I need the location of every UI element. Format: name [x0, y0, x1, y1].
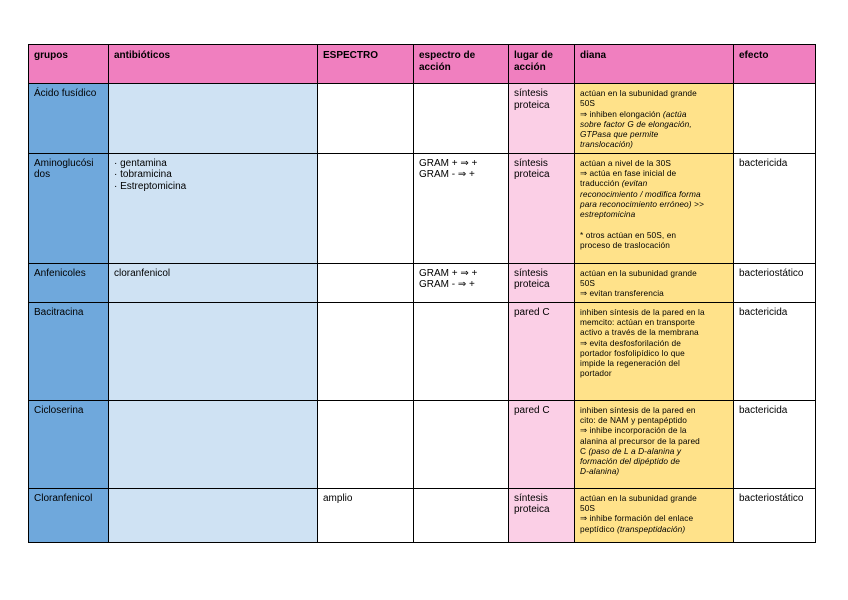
espectro-value: amplio — [323, 492, 353, 504]
espectro-accion-cell — [414, 302, 509, 400]
diana-line — [580, 240, 728, 250]
diana-text: 50S — [580, 98, 596, 109]
grupo-line: Aminoglucósi — [34, 157, 94, 169]
grupo-cell — [29, 84, 109, 154]
table-row — [29, 153, 816, 263]
efecto-value: bactericida — [739, 404, 788, 416]
espectro-cell — [318, 400, 414, 488]
efecto-value: bacteriostático — [739, 267, 804, 279]
header-espectro-accion-line-2: acción — [419, 61, 451, 73]
diana-text: inhiben síntesis de la pared en la — [580, 306, 705, 317]
diana-italic-text: GTPasa que permite — [580, 129, 659, 140]
diana-text: traducción — [580, 178, 622, 189]
diana-text: actúan en la subunidad grande — [580, 492, 697, 503]
espectro-accion-cell — [414, 488, 509, 542]
diana-line — [580, 230, 728, 240]
diana-line — [580, 139, 728, 149]
table-row — [29, 263, 816, 302]
lugar-accion-cell — [509, 84, 575, 154]
diana-cell — [575, 153, 734, 263]
diana-cell — [575, 302, 734, 400]
antibiotico-item: cloranfenicol — [114, 267, 171, 279]
diana-line — [580, 513, 728, 523]
diana-line — [580, 348, 728, 358]
efecto-value: bacteriostático — [739, 492, 804, 504]
diana-line — [580, 268, 728, 278]
diana-text: alanina al precursor de la pared — [580, 435, 700, 446]
antibiotico-item: · Estreptomicina — [114, 180, 187, 192]
header-lugar-accion-line-1: lugar de — [514, 50, 553, 61]
diana-text: proceso de traslocación — [580, 239, 670, 250]
diana-text: inhiben síntesis de la pared en — [580, 404, 696, 415]
header-espectro: ESPECTRO — [318, 45, 414, 84]
diana-line — [580, 436, 728, 446]
diana-line — [580, 109, 728, 119]
efecto-cell — [734, 302, 816, 400]
table-body — [29, 84, 816, 543]
diana-text: activo a través de la membrana — [580, 327, 699, 338]
diana-italic-text: estreptomicina — [580, 209, 636, 220]
diana-italic-text: reconocimiento / modifica forma — [580, 188, 701, 199]
espectro-cell — [318, 153, 414, 263]
efecto-cell — [734, 263, 816, 302]
lugar-accion-line: proteica — [514, 279, 550, 291]
espectro-cell — [318, 84, 414, 154]
efecto-value: bactericida — [739, 306, 788, 318]
header-grupos: grupos — [29, 45, 109, 84]
antibioticos-cell — [109, 263, 318, 302]
diana-text: 50S — [580, 502, 596, 513]
lugar-accion-cell — [509, 488, 575, 542]
lugar-accion-cell — [509, 153, 575, 263]
diana-line — [580, 209, 728, 219]
efecto-cell — [734, 84, 816, 154]
diana-text: actúan en la subunidad grande — [580, 267, 697, 278]
diana-italic-text: (actúa — [662, 108, 687, 119]
espectro-cell — [318, 302, 414, 400]
espectro-cell — [318, 488, 414, 542]
header-lugar-accion — [509, 45, 575, 84]
header-diana: diana — [575, 45, 734, 84]
diana-line — [580, 129, 728, 139]
grupo-name: Cicloserina — [34, 404, 84, 416]
lugar-accion-line: proteica — [514, 99, 550, 111]
diana-line — [580, 456, 728, 466]
lugar-accion-line: proteica — [514, 169, 550, 181]
diana-line — [580, 158, 728, 168]
diana-text: ⇒ inhiben elongación — [580, 108, 663, 119]
header-row — [29, 45, 816, 84]
table-row — [29, 302, 816, 400]
header-espectro-accion — [414, 45, 509, 84]
diana-line — [580, 425, 728, 435]
diana-line — [580, 327, 728, 337]
lugar-accion-line: proteica — [514, 504, 550, 516]
espectro-accion-line: GRAM - ⇒ + — [419, 169, 475, 181]
grupo-cell — [29, 488, 109, 542]
diana-line — [580, 189, 728, 199]
diana-line — [580, 98, 728, 108]
diana-text: actúan en la subunidad grande — [580, 88, 697, 98]
diana-text: ⇒ inhibe formación del enlace — [580, 513, 694, 524]
grupo-name: Ácido fusídico — [34, 88, 97, 99]
lugar-accion-line: pared C — [514, 404, 550, 416]
diana-line — [580, 220, 728, 230]
diana-italic-text: translocación) — [580, 139, 634, 150]
diana-cell — [575, 84, 734, 154]
antibioticos-cell — [109, 84, 318, 154]
grupo-cell — [29, 302, 109, 400]
diana-text: C — [580, 445, 589, 456]
header-lugar-accion-line-2: acción — [514, 61, 546, 73]
diana-text: * otros actúan en 50S, en — [580, 229, 677, 240]
diana-line — [580, 119, 728, 129]
diana-line — [580, 446, 728, 456]
diana-line — [580, 278, 728, 288]
diana-line — [580, 168, 728, 178]
diana-text: peptídico — [580, 523, 617, 534]
lugar-accion-line: síntesis — [514, 157, 548, 169]
lugar-accion-cell — [509, 400, 575, 488]
espectro-cell — [318, 263, 414, 302]
antibiotico-item: · tobramicina — [114, 169, 172, 181]
diana-cell — [575, 263, 734, 302]
grupo-name: Cloranfenicol — [34, 492, 93, 504]
espectro-accion-line: GRAM - ⇒ + — [419, 279, 475, 291]
diana-italic-text: formación del dipéptido de — [580, 456, 680, 467]
diana-line — [580, 493, 728, 503]
efecto-value: bactericida — [739, 157, 788, 169]
diana-line — [580, 178, 728, 188]
efecto-cell — [734, 488, 816, 542]
diana-cell — [575, 488, 734, 542]
grupo-cell — [29, 153, 109, 263]
diana-text: 50S — [580, 278, 596, 289]
diana-italic-text: D-alanina) — [580, 466, 620, 477]
diana-text: ⇒ inhibe incorporación de la — [580, 425, 687, 436]
efecto-cell — [734, 400, 816, 488]
grupo-cell — [29, 263, 109, 302]
diana-text: ⇒ evita desfosforilación de — [580, 337, 681, 348]
espectro-accion-cell — [414, 263, 509, 302]
diana-italic-text: (transpeptidación) — [616, 523, 686, 534]
antibiotics-table — [28, 44, 816, 543]
diana-italic-text: para reconocimiento erróneo) >> — [580, 198, 704, 209]
grupo-name: Bacitracina — [34, 306, 84, 318]
espectro-accion-cell — [414, 153, 509, 263]
grupo-cell — [29, 400, 109, 488]
diana-text: ⇒ evitan transferencia — [580, 288, 664, 299]
lugar-accion-line: síntesis — [514, 88, 548, 99]
table-row — [29, 400, 816, 488]
lugar-accion-cell — [509, 302, 575, 400]
lugar-accion-line: pared C — [514, 306, 550, 318]
lugar-accion-cell — [509, 263, 575, 302]
diana-italic-text: (paso de L a D-alanina y — [588, 445, 682, 456]
antibiotico-item: · gentamina — [114, 157, 167, 169]
espectro-accion-line: GRAM + ⇒ + — [419, 267, 478, 279]
antibioticos-cell — [109, 488, 318, 542]
diana-line — [580, 368, 728, 378]
grupo-name: Anfenicoles — [34, 267, 86, 279]
diana-line — [580, 338, 728, 348]
diana-text: actúan a nivel de la 30S — [580, 157, 671, 168]
espectro-accion-cell — [414, 84, 509, 154]
antibioticos-cell — [109, 153, 318, 263]
efecto-cell — [734, 153, 816, 263]
diana-line — [580, 405, 728, 415]
diana-line — [580, 524, 728, 534]
antibioticos-cell — [109, 302, 318, 400]
diana-text: cito: de NAM y pentapéptido — [580, 414, 687, 425]
grupo-line: dos — [34, 169, 51, 181]
header-efecto: efecto — [734, 45, 816, 84]
diana-text: impide la regeneración del — [580, 358, 680, 369]
diana-text: ⇒ actúa en fase inicial de — [580, 168, 677, 179]
diana-text: memcito: actúan en transporte — [580, 316, 695, 327]
diana-italic-text: sobre factor G de elongación, — [580, 118, 692, 129]
diana-line — [580, 358, 728, 368]
diana-line — [580, 88, 728, 98]
lugar-accion-line: síntesis — [514, 492, 548, 504]
diana-line — [580, 317, 728, 327]
header-espectro-accion-line-1: espectro de — [419, 50, 476, 61]
diana-line — [580, 288, 728, 298]
diana-italic-text: (evitan — [621, 178, 648, 189]
espectro-accion-line: GRAM + ⇒ + — [419, 157, 478, 169]
header-antibioticos: antibióticos — [109, 45, 318, 84]
diana-text: portador — [580, 368, 612, 379]
espectro-accion-cell — [414, 400, 509, 488]
diana-line — [580, 307, 728, 317]
diana-cell — [575, 400, 734, 488]
diana-line — [580, 466, 728, 476]
diana-text: portador fosfolipídico lo que — [580, 347, 685, 358]
table-row — [29, 84, 816, 154]
diana-line — [580, 503, 728, 513]
diana-line — [580, 415, 728, 425]
lugar-accion-line: síntesis — [514, 267, 548, 279]
antibioticos-cell — [109, 400, 318, 488]
table-row — [29, 488, 816, 542]
diana-line — [580, 199, 728, 209]
